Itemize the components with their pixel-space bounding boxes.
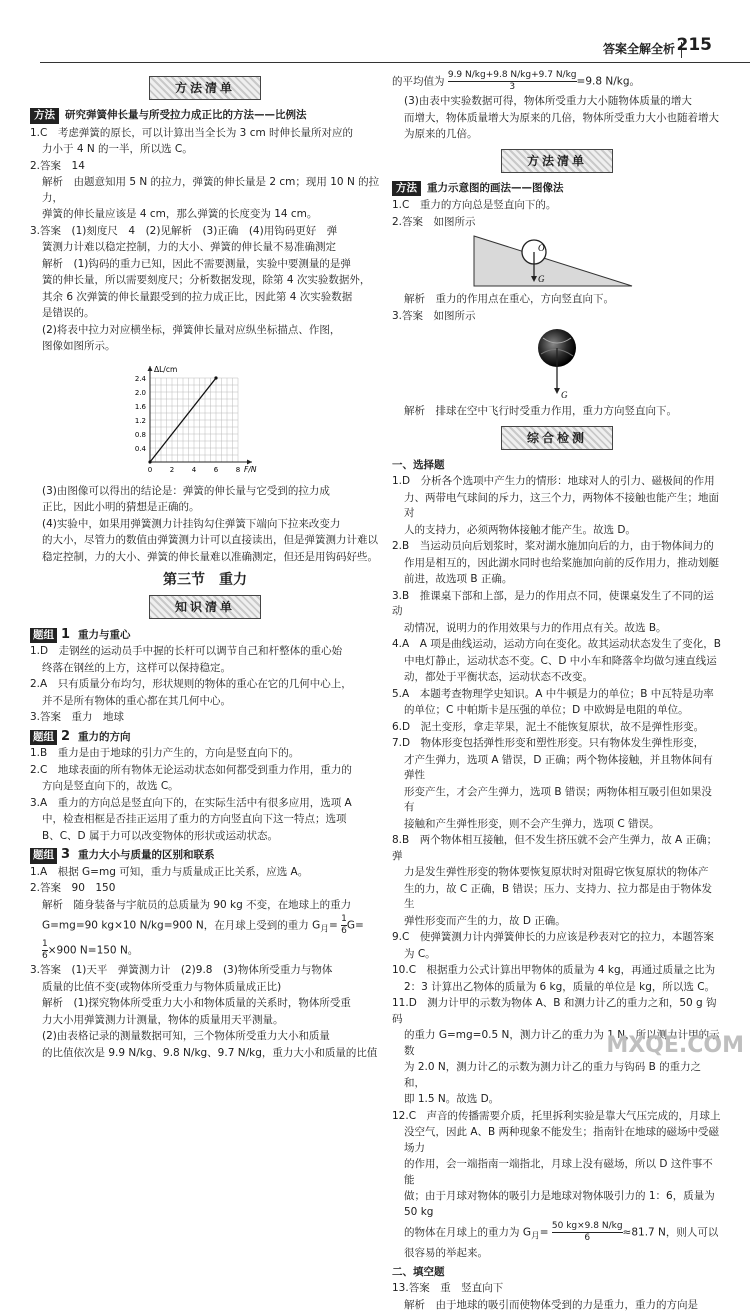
line: 8.B 两个物体相互接触，但不发生挤压就不会产生弹力，故 A 正确；弹 [392,834,718,862]
group-tag: 题组 [30,628,57,644]
line: 形变产生，才会产生弹力，选项 B 错误；两物体相互吸引但如果没有 [404,785,712,813]
formula-line [30,914,380,938]
line: 是错误的。 [42,307,95,319]
group-number: 2 [61,728,71,744]
fraction-denominator: 6 [584,1233,591,1243]
line: 簧的伸长量，所以需要刻度尺；分析数据发现，除第 4 次实验数据外， [42,274,371,286]
line: 的大小，尽管力的数值由弹簧测力计可以直接读出，但是弹簧测力计难以 [42,534,378,546]
group-number: 3 [61,847,71,862]
fraction [448,70,577,93]
line: 7.D 物体形变包括弹性形变和塑性形变。只有物体发生弹性形变， [392,737,705,749]
line: 作用是相互的，因此湖水同时也给桨施加向前的反作用力，推动划艇 [404,556,719,569]
line: 解析 (1)探究物体所受重力大小和物体质量的关系时，物体所受重 [42,997,351,1010]
line: 1.B 重力是由于地球的引力产生的，方向是竖直向下的。 [30,747,300,759]
line: 12.C 声音的传播需要介质，托里拆利实验是靠大气压完成的，月球上 [392,1109,721,1122]
line: 3.B 推课桌下部和上部，是力的作用点不同，使课桌发生了不同的运动 [392,589,714,617]
line: 的比值依次是 9.9 N/kg、9.8 N/kg、9.7 N/kg，重力大小和质量的比值 [42,1046,378,1059]
line: 为 C。 [404,947,436,960]
left-column [30,70,380,1062]
incline-slope [474,236,632,286]
line: 解析 排球在空中飞行时受重力作用，重力方向竖直向下。 [404,405,677,417]
line: 力是发生弹性形变的物体要恢复原状时对阻碍它恢复原状的物体产 [404,866,709,878]
line: 10.C 根据重力公式计算出甲物体的质量为 4 kg，再通过质量之比为 [392,964,716,976]
line: (4)实验中，如果用弹簧测力计挂钩勾住弹簧下端向下拉来改变力 [42,517,341,530]
line: 质量的比值不变(或物体所受重力与物体质量成正比) [42,980,282,993]
line: 9.C 使弹簧测力计内弹簧伸长的力应该是秒表对它的拉力，本题答案 [392,931,714,943]
line: 力大小用弹簧测力计测量，物体的质量用天平测量。 [42,1013,284,1026]
line: 5.A 本题考查物理学史知识。A 中牛顿是力的单位；B 中瓦特是功率 [392,687,714,700]
line: 弹簧的伸长量应该是 4 cm，那么弹簧的长度变为 14 cm。 [42,208,318,220]
line: 中，检查相框是否挂正运用了重力的方向竖直向下这一特点；选项 [42,813,347,825]
line: 11.D 测力计甲的示数为物体 A、B 和测力计乙的重力之和，50 g 钩码 [392,997,717,1025]
fraction-numerator: 1 [341,914,347,924]
line: 4.A A 项是曲线运动，运动方向在变化。故其运动状态发生了变化，B [392,638,721,650]
method-topic [392,181,722,197]
label-o: O [538,243,545,253]
line: 接触和产生弹性形变，则不会产生弹力，选项 C 错误。 [404,817,660,830]
fraction [552,1221,623,1244]
method-title: 重力示意图的画法——图像法 [427,181,564,194]
line: 方向是竖直向下的，故选 C。 [42,780,179,792]
line: 弹性形变而产生的力，故 D 正确。 [404,914,566,927]
formula-text: ≈81.7 N，则人可以 [622,1226,719,1239]
line: 13.答案 重 竖直向下 [392,1282,504,1295]
part-heading: 一、选择题 [392,458,445,471]
right-column [392,70,722,1314]
line: (2)由表格记录的测量数据可知，三个物体所受重力大小和质量 [42,1030,330,1043]
review-banner: 综合检测 [501,426,613,450]
line: 生的力，故 C 正确，B 错误；压力、支持力、拉力都是由于物体发生 [404,882,713,910]
group-heading-1 [30,627,380,644]
method-banner: 方法清单 [501,149,613,173]
line: 即 1.5 N。故选 D。 [404,1093,500,1105]
section-title: 第三节 重力 [163,572,247,588]
line: 3.答案 (1)天平 弹簧测力计 (2)9.8 (3)物体所受重力与物体 [30,964,333,977]
line: 3.答案 如图所示 [392,309,476,322]
y-tick-label: 1.2 [134,416,146,425]
x-tick-label: 2 [169,465,175,474]
y-tick-label: 0.4 [134,444,146,453]
knowledge-banner: 知识清单 [149,595,261,619]
data-point [214,376,217,379]
x-axis-arrow [247,459,252,464]
line: (2)将表中拉力对应横坐标，弹簧伸长量对应纵坐标描点、作图， [42,323,341,336]
line: 3.A 重力的方向总是竖直向下的，在实际生活中有很多应用，选项 A [30,796,352,809]
line: 中电灯静止，运动状态不变。C、D 中小车和降落伞均做匀速直线运 [404,654,717,667]
formula-text: G= [346,919,364,932]
line: 解析 由于地球的吸引而使物体受到的力是重力，重力的方向是 [404,1298,698,1311]
line: 解析 重力的作用点在重心，方向竖直向下。 [404,293,614,305]
fraction-denominator: 6 [341,926,347,936]
line: 3.答案 重力 地球 [30,711,125,723]
line: 正比，因此小明的猜想是正确的。 [42,501,200,513]
line: 前进，故选项 B 正确。 [404,573,513,585]
line: 解析 (1)钩码的重力已知，因此不需要测量，实验中要测量的是弹 [42,257,351,270]
line: 做；由于月球对物体的吸引力是地球对物体吸引力的 1：6，质量为 50 kg [404,1190,715,1218]
line: 为 2.0 N，测力计乙的示数为测力计乙的重力与钩码 B 的重力之和， [404,1061,702,1089]
spring-extension-chart [120,357,290,482]
method-tag: 方法 [30,108,59,124]
y-tick-label: 1.6 [134,402,146,411]
group-number: 1 [61,626,71,642]
y-tick-label: 2.0 [134,388,146,397]
formula-text: 的平均值为 [392,75,445,88]
line: 而增大，物体质量增大为原来的几倍，物体所受重力大小也随着增大 [404,111,719,124]
x-tick-label: 0 [147,465,153,474]
line: 2.A 只有质量分布均匀，形状规则的物体的重心在它的几何中心上， [30,678,352,690]
arrow-head [554,388,560,394]
label-g: G [561,390,568,400]
line: 2：3 计算出乙物体的质量为 6 kg，质量的单位是 kg，所以选 C。 [404,980,716,993]
fraction-numerator: 1 [42,939,48,950]
formula-line [392,70,722,93]
method-tag: 方法 [392,181,421,197]
line: 力、两带电气球间的斥力，这三个力，两物体不接触也能产生；地面对 [404,491,719,519]
line: B、C、D 属于力可以改变物体的形状或运动状态。 [42,829,278,842]
line: 稳定控制，力的大小、弹簧的伸长量难以准确测定，但还是用钩码好些。 [42,550,378,563]
line: 1.C 重力的方向总是竖直向下的。 [392,199,557,211]
line: 1.D 分析各个选项中产生力的情形：地球对人的引力、磁极间的作用 [392,475,715,487]
line: 终落在钢丝的上方，这样可以保持稳定。 [42,661,231,674]
incline-ball-figure [472,232,642,290]
line: 2.C 地球表面的所有物体无论运动状态如何都受到重力作用，重力的 [30,763,352,776]
x-tick-label: 6 [213,465,219,474]
group-heading-3 [30,847,380,864]
watermark: MXQE.COM [606,1032,744,1058]
line: 没空气，因此 A、B 两种现象不能发生；指南针在地球的磁场中受磁场力 [404,1126,720,1154]
line: 6.D 泥土变形，拿走苹果，泥土不能恢复原状，故不是弹性形变。 [392,720,705,733]
line: 3.答案 (1)刻度尺 4 (2)见解析 (3)正确 (4)用钩码更好 弹 [30,224,338,237]
line: 为原来的几倍。 [404,128,478,140]
x-tick-label: 4 [191,465,197,474]
y-tick-label: 0.8 [134,430,146,439]
formula-text: ×900 N=150 N。 [47,944,139,957]
formula-text: 的物体在月球上的重力为 G [404,1226,531,1239]
y-axis-arrow [148,366,153,371]
formula-text: G=mg=90 kg×10 N/kg=900 N，在月球上受到的重力 G [42,919,321,932]
method-banner: 方法清单 [149,76,261,100]
line: 的重力 G=mg=0.5 N，测力计乙的重力为 1 N，所以测力计甲的示数 [404,1029,720,1057]
line: 解析 由题意知用 5 N 的拉力，弹簧的伸长量是 2 cm；现用 10 N 的拉力， [42,176,380,204]
formula-text: =9.8 N/kg。 [576,75,640,88]
method-title: 研究弹簧伸长量与所受拉力成正比的方法——比例法 [65,109,307,121]
line: 动，都处于平衡状态，运动状态不改变。 [404,671,593,683]
line: 很容易的举起来。 [404,1247,488,1260]
line: 并不是所有物体的重心都在其几何中心。 [42,694,231,707]
formula-line [392,1221,722,1245]
line: 才产生弹力，选项 A 错误，D 正确；两个物体接触，并且物体间有弹性 [404,753,713,781]
formula-subscript: 月 [530,1231,540,1242]
y-tick-label: 2.4 [134,374,146,383]
line: 2.答案 如图所示 [392,215,476,228]
line: 2.答案 14 [30,159,85,172]
part-heading: 二、填空题 [392,1265,445,1278]
line: (3)由图像可以得出的结论是：弹簧的伸长量与它受到的拉力成 [42,484,330,497]
x-tick-label: 8 [235,465,241,474]
header-title: 答案全解全析 [602,42,675,56]
group-tag: 题组 [30,730,57,746]
line: 力小于 4 N 的一半，所以选 C。 [42,143,193,155]
x-axis-label: F/N [244,464,257,474]
volleyball-figure [527,326,587,402]
group-title: 重力的方向 [78,730,131,743]
formula-text: = [328,919,338,932]
label-g: G [538,274,545,284]
y-axis-label: ΔL/cm [154,364,178,374]
line: 2.答案 90 150 [30,882,116,894]
line: 图像如图所示。 [42,340,116,352]
line: 解析 随身装备与宇航员的总质量为 90 kg 不变，在地球上的重力 [42,898,352,911]
line: 簧测力计难以稳定控制，力的大小、弹簧的伸长量不易准确测定 [42,241,336,253]
line: 1.A 根据 G=mg 可知，重力与质量成正比关系，应选 A。 [30,865,309,878]
data-point [148,460,151,463]
fraction-denominator: 3 [509,82,516,92]
formula-line [30,939,380,962]
fraction-numerator: 9.9 N/kg+9.8 N/kg+9.7 N/kg [447,70,577,80]
formula-subscript: 月 [320,924,329,935]
group-tag: 题组 [30,848,57,864]
fraction-numerator: 50 kg×9.8 N/kg [551,1221,623,1231]
page-header [40,35,750,63]
method-topic [30,108,380,124]
group-title: 重力大小与质量的区别和联系 [78,849,215,861]
line: 的单位；C 中帕斯卡是压强的单位；D 中欧姆是电阻的单位。 [404,704,689,716]
line: 2.B 当运动员向后划浆时，桨对湖水施加向后的力，由于物体间力的 [392,540,714,552]
line: 人的支持力，必须两物体接触才能产生。故选 D。 [404,523,636,536]
line: 动情况，说明力的作用效果与力的作用点有关。故选 B。 [404,621,667,634]
page-number: 215 [676,35,712,55]
line: 的作用，会一端指南一端指北，月球上没有磁场，所以 D 这件事不能 [404,1158,713,1186]
group-title: 重力与重心 [78,628,131,641]
group-heading-2 [30,729,380,746]
line: 其余 6 次弹簧的伸长量跟受到的拉力成正比，因此第 4 次实验数据 [42,290,353,303]
line: 1.D 走钢丝的运动员手中握的长杆可以调节自己和杆整体的重心始 [30,645,343,657]
line: (3)由表中实验数据可得，物体所受重力大小随物体质量的增大 [404,95,692,107]
formula-text: = [539,1226,549,1239]
fraction-denominator: 6 [42,951,48,962]
line: 1.C 考虑弹簧的原长，可以计算出当全长为 3 cm 时伸长量所对应的 [30,126,354,139]
